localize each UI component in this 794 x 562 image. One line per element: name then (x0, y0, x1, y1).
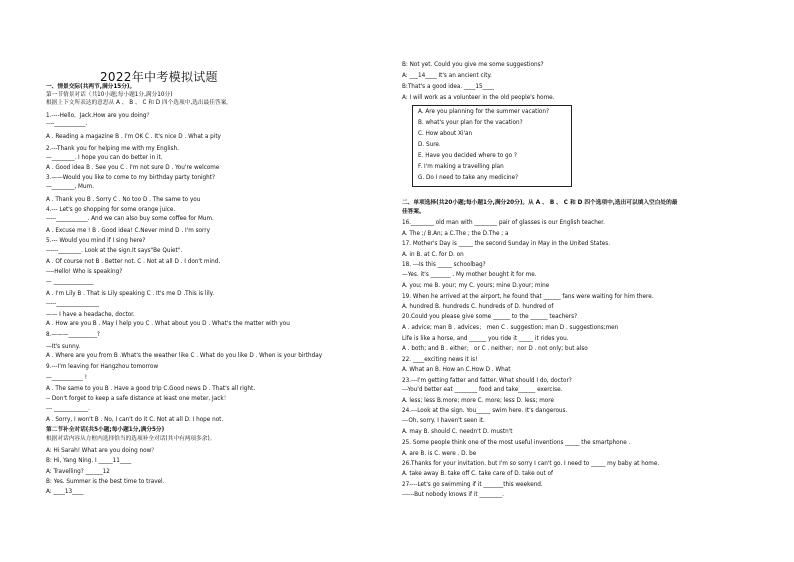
option-item: D. Sure. (418, 142, 441, 148)
option-item: C. How about Xi'an (418, 131, 473, 137)
right-line: A. are B. is C. were . D. be (402, 451, 477, 457)
right-line: Life is like a horse, and ______ you ride it _____ it rides you. (402, 336, 569, 342)
right-line: A. less; less B.more; more C. more; less D. less; more (402, 398, 554, 404)
right-line: ---Oh, sorry. I haven't seen it. (402, 418, 485, 424)
right-line: A. What an B. How an C.How D . What (402, 367, 511, 373)
right-line: ---You'd better eat ________ food and take______ exercise. (402, 387, 563, 393)
left-line: ------________. Look at the sign.It says"Be Quiet". (46, 248, 183, 254)
left-line: 3.——Would you like to come to my birthday party tonight? (46, 175, 216, 181)
right-line: 佳答案。 (402, 209, 425, 215)
left-line: —It's sunny. (46, 344, 81, 350)
right-line: 18. ---Is this _____ schoolbag? (402, 262, 486, 268)
page-title: 2022年中考模拟试题 (100, 70, 218, 84)
left-column (46, 0, 418, 562)
left-line: -----_______________ (46, 301, 99, 307)
right-line: B: Not yet. Could you give me some suggestions? (402, 62, 544, 68)
left-line: A . Good idea B . See you C . I'm not sure D . You're welcome (46, 165, 220, 171)
left-line: 9.---I'm leaving for Hangzhou tomorrow (46, 364, 159, 370)
left-line: A . I'm Lily B . That is Lily speaking C . It's me D .This is lily. (46, 291, 215, 297)
left-line: 第一节情景对话（共10小题;每小题1分,满分10分) (46, 92, 173, 98)
left-line: B: Yes. Summer is the best time to travel. (46, 479, 165, 485)
right-line: A: ___14____ It's an ancient city. (402, 73, 492, 79)
left-line: 1.----Hello，Jack.How are you doing？ (46, 113, 153, 119)
left-line: —________. I hope you can do better in it. (46, 155, 163, 161)
option-item: G. Do I need to take any medicine? (418, 175, 519, 181)
left-line: A . Reading a magazine B . I'm OK C . It's nice D . What a pity (46, 134, 221, 140)
left-line: A . How are you B . May I help you C . What about you D . What's the matter with you (46, 321, 290, 327)
left-line: -----___________. And we can also buy some coffee for Mum. (46, 216, 214, 222)
right-line: 17. Mother's Day is _____ the second Sunday in May in the United States. (402, 241, 610, 247)
right-line: 25. Some people think one of the most useful inventions _____ the smartphone . (402, 440, 631, 446)
right-line: 19. When he arrived at the airport, he found that ______ fans were waiting for him there. (402, 294, 654, 300)
left-line: —— I have a headache, doctor. (46, 312, 135, 318)
left-line: ----Hello! Who is speaking? (46, 269, 123, 275)
left-line: A: ____13____ (46, 489, 84, 495)
left-line: A . Excuse me ! B . Good idea! C.Never mind D . I'm sorry (46, 228, 210, 234)
left-line: 第二节补全对话(共5小题;每小题1分,满分5分) (46, 427, 165, 433)
option-item: A. Are you planning for the summer vacation? (418, 109, 550, 115)
left-line: 根据上下文所表达的意思从 A 、 B 、 C 和 D 四个选项中,选出最佳答案。 (46, 100, 232, 106)
left-line: 5.--- Would you mind if I sing here? (46, 238, 146, 244)
left-line: 4.--- Let's go shopping for some orange juice. (46, 207, 176, 213)
right-line: A: I will work as a volunteer in the old people's home. (402, 95, 555, 101)
right-line: 20.Could you please give some ______ to the ______ teachers? (402, 314, 578, 320)
left-line: A . Sorry, I won't B . No, I can't do it C. Not at all D. I hope not. (46, 417, 224, 423)
right-line: 26.Thanks for your invitation. but I'm so sorry I can't go. I need to _____ my baby at home. (402, 461, 660, 467)
options-box (412, 105, 572, 187)
left-line: 一、情景交际(共两节,满分15分)。 (46, 84, 136, 90)
right-line: A. you; me B. your; my C. yours; mine D.your; mine (402, 283, 550, 289)
left-line: —________, Mum. (46, 184, 94, 190)
right-line: 16.________ old man with ________ pair of glasses is our English teacher. (402, 220, 605, 226)
left-line: 2.---Thank you for helping me with my English. (46, 146, 179, 152)
right-column (402, 0, 774, 562)
left-line: -- Don't forget to keep a safe distance at least one meter, Jack！ (46, 396, 230, 402)
right-line: 22. ____exciting news it is! (402, 357, 478, 363)
left-line: — ______________ (46, 279, 94, 285)
right-line: 24.---Look at the sign. You_____ swim here. It's dangerous. (402, 408, 568, 414)
option-item: F. I'm making a travelling plan (418, 164, 504, 170)
left-line: ----___________. (46, 121, 88, 127)
left-line: --- ____________. (46, 406, 90, 412)
left-line: B: Hi, Yang Ning. I _____11____ (46, 458, 132, 464)
right-line: ------But nobody knows if it ________. (402, 492, 504, 498)
right-line: A . advice; man B . advices； men C . suggestion; man D . suggestions;men (402, 325, 619, 331)
right-line: A . both; and B . either； or C . neither；nor D . not only; but also (402, 346, 588, 352)
right-line: 27----Let's go swimming if it _______this weekend. (402, 482, 543, 488)
left-line: A: Travelling? ______12 (46, 469, 110, 475)
right-line: B:That's a good idea. ____15____ (402, 84, 495, 90)
left-line: —___________ ! (46, 375, 88, 381)
right-line: A. The ;/ B.An; a C.The ; the D.The ; a (402, 231, 509, 237)
left-line: 根据对话内容从方框内选择恰当的选项补全对话(其中有两项多余)。 (46, 436, 216, 442)
right-line: 23.---I'm getting fatter and fatter. What should I do, doctor? (402, 378, 572, 384)
left-line: A . The same to you B . Have a good trip C.Good news D . That's all right. (46, 386, 256, 392)
right-line: A. hundred B. hundreds C. hundreds of D. hundred of (402, 304, 554, 310)
left-line: A . Of course not B . Better not. C . Not at all D . I don't mind. (46, 259, 221, 265)
left-line: A . Where are you from B .What's the weather like C . What do you like D . When is your birthday (46, 353, 323, 359)
option-item: E. Have you decided where to go ? (418, 153, 517, 159)
left-line: 8.———__________? (46, 332, 100, 338)
option-item: B. what's your plan for the vacation? (418, 120, 523, 126)
left-line: A . Thank you B . Sorry C . No too D . The same to you (46, 197, 201, 203)
right-line: 二、单项选择(共20小题;每小题1分,满分20分)。从 A 、 B 、 C 和 D 四个选项中,选出可以填入空白处的最 (402, 200, 678, 206)
right-line: —Yes. it's _______ . My mother bought it for me. (402, 272, 537, 278)
right-line: A. may B. should C. needn't D. mustn't (402, 429, 513, 435)
right-line: A. take away B. take off C. take care of D. take out of (402, 471, 553, 477)
right-line: A. in B. at C. for D. on (402, 252, 464, 258)
left-line: A: Hi Sarah! What are you doing now？ (46, 448, 157, 454)
